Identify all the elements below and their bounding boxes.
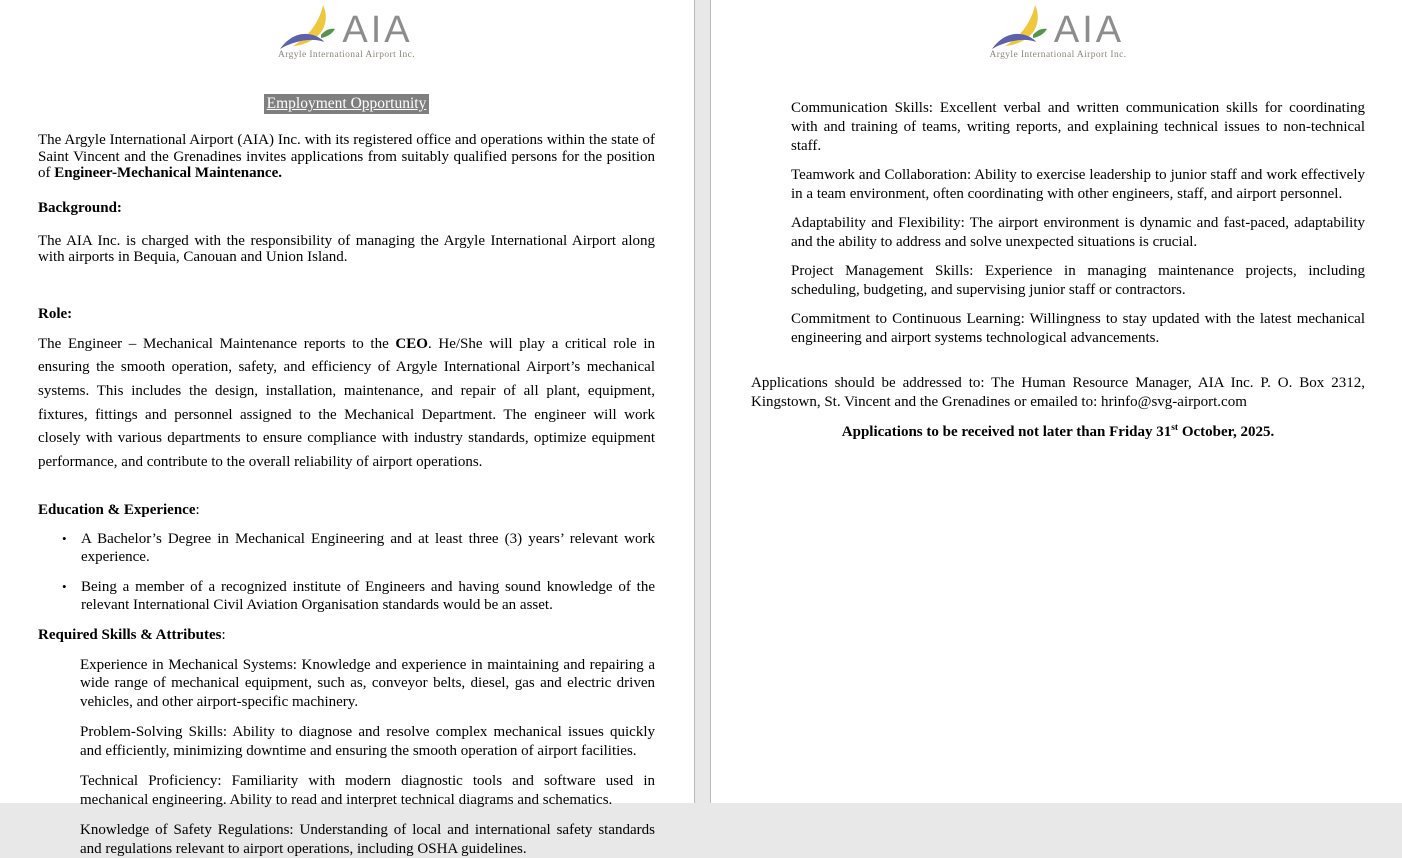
title-highlight: Employment Opportunity <box>264 94 430 114</box>
intro-text: The Argyle International Airport (AIA) Inc. with its registered office and operations within the state of Saint Vincent and the Grenadines invites applications from suitably qualified persons for the position of <box>38 132 655 181</box>
bullet-icon: • <box>62 530 67 546</box>
skill-paragraph: Technical Proficiency: Familiarity with modern diagnostic tools and software used in mechanical engineering. Ability to read and interpret technical diagrams and schematics. <box>80 773 655 808</box>
deadline-text-pre: Applications to be received not later than Friday 31 <box>841 424 1172 440</box>
skills-heading <box>38 627 655 644</box>
deadline-line <box>751 423 1365 441</box>
document-page-1[interactable] <box>0 0 695 857</box>
role-text-pre: The Engineer – Mechanical Maintenance reports to the <box>38 335 396 352</box>
skill-paragraph: Project Management Skills: Experience in managing maintenance projects, including scheduling, budgeting, and supervising junior staff or contractors. <box>791 263 1365 298</box>
bullet-icon: • <box>62 578 67 594</box>
aia-logo <box>38 0 655 60</box>
skill-paragraph: Knowledge of Safety Regulations: Understanding of local and international safety standards and regulations relevant to airport operations, including OSHA guidelines. <box>80 822 655 857</box>
aia-logo-caption: Argyle International Airport Inc. <box>989 50 1127 60</box>
background-paragraph: The AIA Inc. is charged with the responsibility of managing the Argyle International Airport along with airports in Bequia, Canouan and Union Island. <box>38 232 655 265</box>
skill-paragraph: Problem-Solving Skills: Ability to diagnose and resolve complex mechanical issues quickly and efficiently, minimizing downtime and ensuring the smooth operation of airport facilities. <box>80 724 655 759</box>
education-heading-bold: Education & Experience <box>38 501 196 518</box>
role-text-post: . He/She will play a critical role in ensuring the smooth operation, safety, and efficiency of Argyle International Airport’s mechanical systems. This includes the design, installation, maintenance, and repair of all plant, equipment, fixtures, fittings and personnel assigned to the Mechanical Department. The engineer will work closely with various departments to ensure compliance with industry standards, optimize equipment performance, and contribute to the overall reliability of airport operations. <box>38 335 655 471</box>
bullet-item <box>62 530 655 567</box>
role-paragraph <box>38 333 655 475</box>
position-title-bold: Engineer-Mechanical Maintenance. <box>54 165 282 181</box>
aia-logo-swoosh-icon <box>280 4 340 50</box>
deadline-text-post: October, 2025. <box>1178 424 1275 440</box>
ceo-bold: CEO <box>395 335 428 352</box>
address-paragraph: Applications should be addressed to: The Human Resource Manager, AIA Inc. P. O. Box 2312, Kingstown, St. Vincent and the Grenadines or emailed to: hrinfo@svg-airport.com <box>751 375 1365 410</box>
education-heading-colon: : <box>195 501 200 518</box>
skills-heading-colon: : <box>221 626 226 643</box>
bullet-item <box>62 578 655 615</box>
aia-logo-acronym: AIA <box>1053 9 1125 51</box>
skill-paragraph: Teamwork and Collaboration: Ability to exercise leadership to junior staff and work effectively in a team environment, often coordinating with other engineers, staff, and airport personnel. <box>791 167 1365 202</box>
background-heading: Background: <box>38 199 122 216</box>
aia-logo-caption: Argyle International Airport Inc. <box>277 50 415 60</box>
bullet-text: Being a member of a recognized institute of Engineers and having sound knowledge of the relevant International Civil Aviation Organisation standards would be an asset. <box>81 578 655 614</box>
education-heading <box>38 502 655 519</box>
aia-logo <box>751 0 1365 60</box>
deadline-ordinal-sup: st <box>1171 423 1179 433</box>
document-title <box>38 95 655 113</box>
skill-paragraph: Communication Skills: Excellent verbal and written communication skills for coordinating with and training of teams, writing reports, and explaining technical issues to non-technical staff. <box>791 100 1365 154</box>
role-heading: Role: <box>38 305 73 322</box>
skill-paragraph: Experience in Mechanical Systems: Knowledge and experience in maintaining and repairing a wide range of mechanical equipment, such as, conveyor belts, diesel, gas and electric driven vehicles, and other airport-specific machinery. <box>80 656 655 710</box>
aia-logo-swoosh-icon <box>992 4 1052 50</box>
bullet-text: A Bachelor’s Degree in Mechanical Engineering and at least three (3) years’ relevant work experience. <box>81 530 655 566</box>
skill-paragraph: Adaptability and Flexibility: The airport environment is dynamic and fast-paced, adaptability and the ability to address and solve unexpected situations is crucial. <box>791 215 1365 250</box>
skill-paragraph: Commitment to Continuous Learning: Willingness to stay updated with the latest mechanical engineering and airport systems technological advancements. <box>791 311 1365 346</box>
intro-paragraph <box>38 132 655 182</box>
skills-heading-bold: Required Skills & Attributes <box>38 626 222 643</box>
document-page-2[interactable] <box>710 0 1402 803</box>
aia-logo-acronym: AIA <box>342 9 413 51</box>
